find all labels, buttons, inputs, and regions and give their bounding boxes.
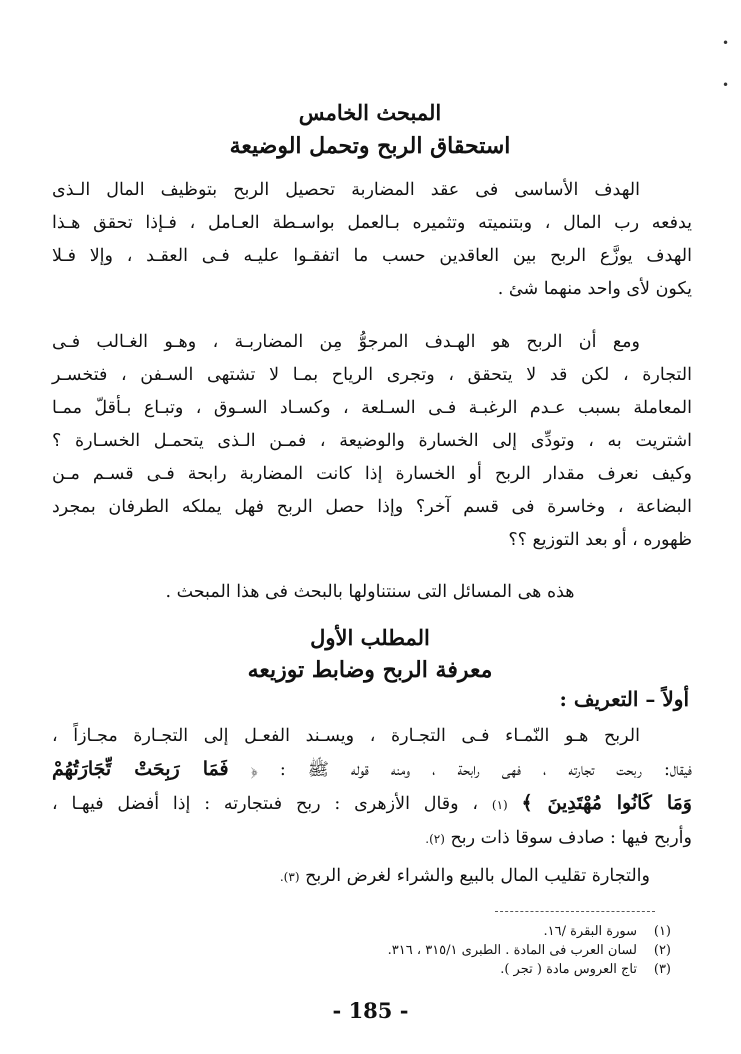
paragraph-line: المعاملة بسبب عـدم الرغبـة فـى السـلعة ، وكسـاد السـوق ، وتبـاع بـأقلّ ممـا xyxy=(52,398,692,418)
definition-heading: أولاً – التعريف : xyxy=(559,687,689,711)
paragraph-line: وكيف نعرف مقدار الربح أو الخسارة إذا كانت المضاربة رابحة فـى قسـم مـن xyxy=(52,464,692,484)
paragraph-line xyxy=(52,787,692,822)
paragraph-line: التجارة ، لكن قد لا يتحقق ، وتجرى الرياح بمـا لا تشتهى السـفن ، فتخسـر xyxy=(52,365,692,385)
footnotes xyxy=(251,922,671,979)
paragraph-line: يدفعه رب المال ، وبتنميته وتثميره بـالعمل بواسـطة العـامل ، فـإذا تحقق هـذا xyxy=(52,213,692,233)
footnote-number: (١) xyxy=(653,924,671,939)
definition-text: ، وقال الأزهرى : ربح فىتجارته : إذا أفضل فيهـا ، xyxy=(52,794,479,814)
paragraph-line: اشتريت به ، وتودِّى إلى الخسارة والوضيعة ، فمـن الـذى يتحمـل الخسـارة ؟ xyxy=(52,431,692,451)
paragraph-line: الربح هـو النّمـاء فـى التجـارة ، ويسـند الفعـل إلى التجـارة مجـازاً ، xyxy=(52,726,640,746)
paragraph-line: ظهوره ، أو بعد التوزيع ؟؟ xyxy=(508,530,692,550)
paragraph-line: ومع أن الربح هو الهـدف المرجوُّ مِن المضاربـة ، وهـو الغـالب فـى xyxy=(52,332,640,352)
footnote-text: تاج العروس مادة ( تجر ). xyxy=(500,962,637,977)
paragraph-2 xyxy=(52,326,692,557)
footnote-ref: (٢). xyxy=(425,832,445,846)
corner-mark-top: • xyxy=(722,36,730,50)
trade-definition xyxy=(90,866,650,886)
footnote-number: (٢) xyxy=(653,943,671,958)
corner-mark-bottom: • xyxy=(722,78,730,92)
footnote-item xyxy=(251,922,671,941)
paragraph-1 xyxy=(52,174,692,306)
quran-verse: فَمَا رَبِحَتْ تِّجَارَتُهُمْ xyxy=(52,758,229,780)
paragraph-line xyxy=(52,822,692,856)
footnote-number: (٣) xyxy=(653,962,671,977)
subsection-subtitle: معرفة الربح وضابط توزيعه xyxy=(247,657,493,683)
paragraph-line: الهدف يوزَّع الربح بين العاقدين حسب ما اتفقـوا عليـه فـى العقـد ، وإلا فـلا xyxy=(52,246,692,266)
paragraph-line: يكون لأى واحد منهما شئ . xyxy=(497,279,692,299)
quran-verse: وَمَا كَانُوا مُهْتَدِينَ ﴾ xyxy=(521,792,692,814)
section-title: المبحث الخامس xyxy=(298,100,442,125)
definition-text: وأربح فيها : صادف سوقا ذات ربح xyxy=(450,828,692,848)
section-subtitle: استحقاق الربح وتحمل الوضيعة xyxy=(229,133,511,159)
footnote-ref: (٣). xyxy=(279,870,300,884)
paragraph-line: البضاعة ، وخاسرة فى قسم آخر؟ وإذا حصل الربح فهل يملكه الطرفان بمجرد xyxy=(52,497,692,517)
page-number: - 185 - xyxy=(332,998,409,1023)
definition-text: والتجارة تقليب المال بالبيع والشراء لغرض الربح xyxy=(305,866,650,886)
footnote-ref: (١) xyxy=(491,798,508,812)
definition-text: فيقال: ربحت تجارته ، فهى رابحة ، ومنه قوله ﷺ : ﴿ xyxy=(250,760,692,780)
paragraph-line: الهدف الأساسى فى عقد المضاربة تحصيل الربح بتوظيف المال الـذى xyxy=(52,180,640,200)
definition-paragraph xyxy=(52,720,692,856)
subsection-title: المطلب الأول xyxy=(310,625,430,650)
footnote-divider xyxy=(495,911,655,912)
footnote-text: سورة البقرة /١٦. xyxy=(543,924,637,939)
paragraph-line xyxy=(52,753,692,787)
footnote-item xyxy=(251,960,671,979)
footnote-item xyxy=(251,941,671,960)
footnote-text: لسان العرب فى المادة . الطبرى ٣١٥/١ ، ٣١٦. xyxy=(387,943,637,958)
paragraph-3: هذه هى المسائل التى سنتناولها بالبحث فى هذا المبحث . xyxy=(165,582,575,602)
